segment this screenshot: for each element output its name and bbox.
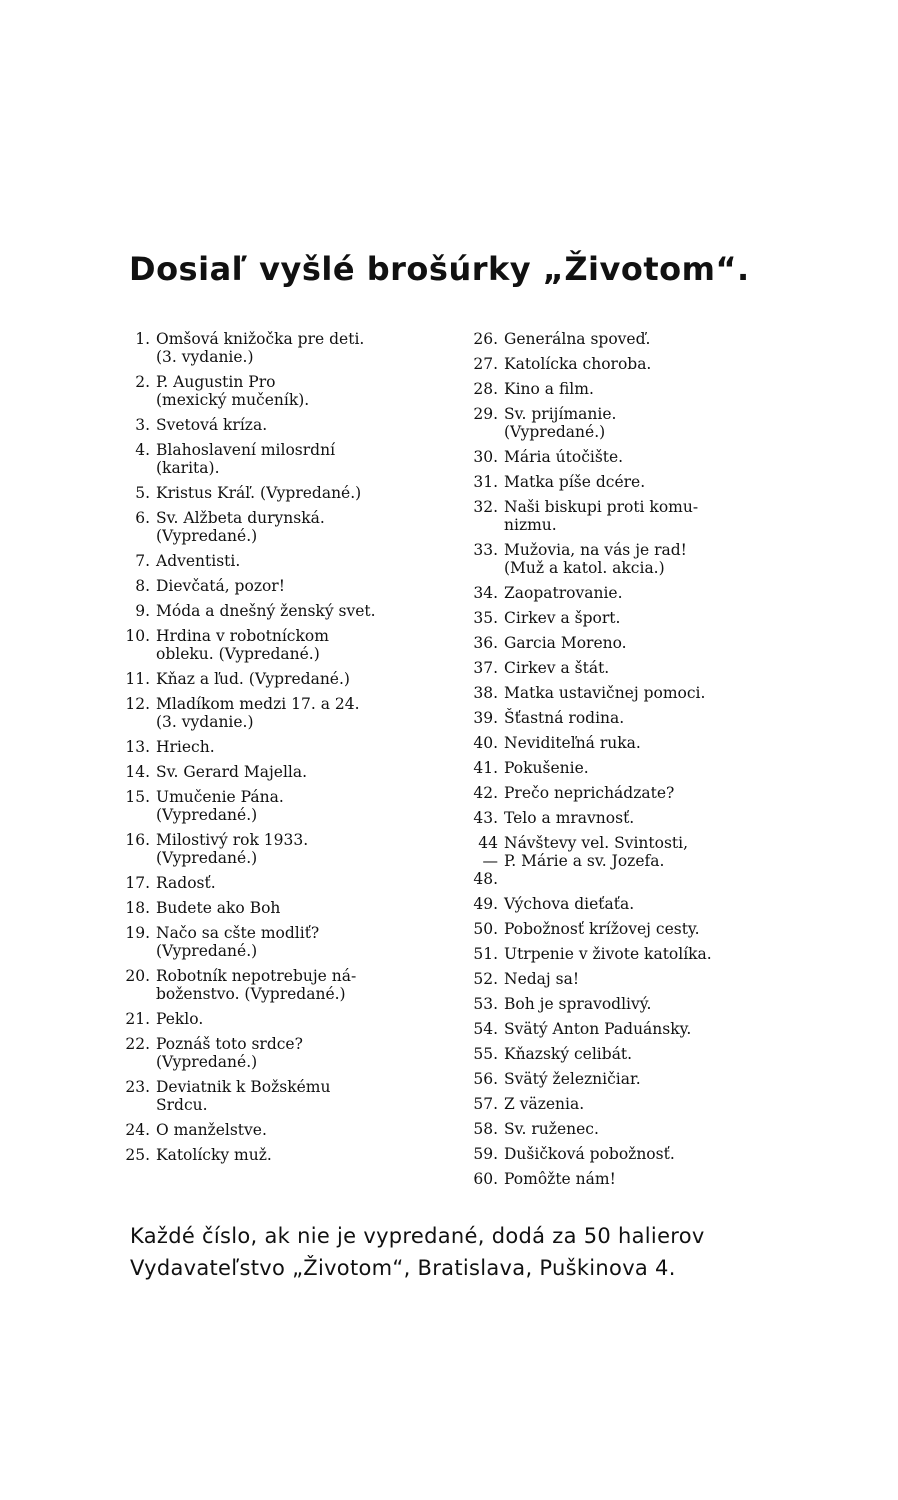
item-title bbox=[504, 473, 798, 491]
item-number: 18. bbox=[125, 899, 150, 917]
item-number: 39. bbox=[473, 709, 498, 727]
item-number: 41. bbox=[473, 759, 498, 777]
item-title-line: Kňazský celibát. bbox=[504, 1045, 633, 1063]
item-number: 40. bbox=[473, 734, 498, 752]
list-item bbox=[468, 809, 798, 827]
item-number: 17. bbox=[125, 874, 150, 892]
item-title bbox=[504, 1170, 798, 1188]
item-title-line: Sv. ruženec. bbox=[504, 1120, 599, 1138]
list-item bbox=[468, 920, 798, 938]
list-item bbox=[118, 577, 440, 595]
item-title-line: Prečo neprichádzate? bbox=[504, 784, 675, 802]
item-title bbox=[504, 448, 798, 466]
list-item bbox=[118, 1035, 440, 1071]
item-number: 13. bbox=[125, 738, 150, 756]
item-title-line: (Muž a katol. akcia.) bbox=[504, 559, 665, 577]
item-title bbox=[504, 1045, 798, 1063]
item-title-line: Matka píše dcére. bbox=[504, 473, 646, 491]
item-title-line: Nedaj sa! bbox=[504, 970, 580, 988]
item-title bbox=[504, 659, 798, 677]
list-item bbox=[468, 1045, 798, 1063]
item-number: 15. bbox=[125, 788, 150, 806]
item-title-line: (3. vydanie.) bbox=[156, 713, 254, 731]
list-item bbox=[118, 899, 440, 917]
item-number: 14. bbox=[125, 763, 150, 781]
list-item bbox=[118, 602, 440, 620]
item-number: 59. bbox=[473, 1145, 498, 1163]
item-number: 11. bbox=[125, 670, 150, 688]
item-number: 5. bbox=[135, 484, 150, 502]
list-item bbox=[468, 405, 798, 441]
item-title-line: Výchova dieťaťa. bbox=[504, 895, 635, 913]
item-title bbox=[504, 380, 798, 398]
item-number: 35. bbox=[473, 609, 498, 627]
item-number: 43. bbox=[473, 809, 498, 827]
item-title bbox=[156, 577, 440, 595]
item-number: 22. bbox=[125, 1035, 150, 1053]
item-title bbox=[156, 552, 440, 570]
item-number: 32. bbox=[473, 498, 498, 516]
item-title-line: Poznáš toto srdce? bbox=[156, 1035, 303, 1053]
item-number: 36. bbox=[473, 634, 498, 652]
item-title-line: Matka ustavičnej pomoci. bbox=[504, 684, 706, 702]
item-title-line: Deviatnik k Božskému bbox=[156, 1078, 331, 1096]
item-title-line: P. Márie a sv. Jozefa. bbox=[504, 852, 665, 870]
footer-line-2: Vydavateľstvo „Životom“, Bratislava, Puškinova 4. bbox=[130, 1256, 676, 1280]
item-title-line: Katolícky muž. bbox=[156, 1146, 272, 1164]
list-item bbox=[118, 967, 440, 1003]
item-title-line: Neviditeľná ruka. bbox=[504, 734, 641, 752]
item-title bbox=[156, 763, 440, 781]
list-item bbox=[468, 1145, 798, 1163]
item-title-line: obleku. (Vypredané.) bbox=[156, 645, 320, 663]
item-title-line: Boh je spravodlivý. bbox=[504, 995, 652, 1013]
item-number: 50. bbox=[473, 920, 498, 938]
item-title bbox=[156, 441, 440, 477]
item-number: 57. bbox=[473, 1095, 498, 1113]
item-title-line: Naši biskupi proti komu- bbox=[504, 498, 699, 516]
item-number: 53. bbox=[473, 995, 498, 1013]
item-title-line: Svetová kríza. bbox=[156, 416, 268, 434]
item-title bbox=[156, 874, 440, 892]
item-title bbox=[504, 330, 798, 348]
item-title-line: Sv. prijímanie. bbox=[504, 405, 617, 423]
item-title bbox=[156, 509, 440, 545]
item-title-line: (Vypredané.) bbox=[156, 527, 258, 545]
item-number: 7. bbox=[135, 552, 150, 570]
list-item bbox=[468, 584, 798, 602]
item-title-line: Peklo. bbox=[156, 1010, 204, 1028]
item-title bbox=[504, 734, 798, 752]
item-title bbox=[156, 373, 440, 409]
list-item bbox=[468, 330, 798, 348]
list-item bbox=[118, 552, 440, 570]
item-title bbox=[504, 970, 798, 988]
item-number: 10. bbox=[125, 627, 150, 645]
item-number: 55. bbox=[473, 1045, 498, 1063]
item-title-line: Šťastná rodina. bbox=[504, 709, 625, 727]
item-title bbox=[156, 416, 440, 434]
item-title-line: (karita). bbox=[156, 459, 220, 477]
item-title-line: (Vypredané.) bbox=[156, 849, 258, 867]
list-item bbox=[118, 373, 440, 409]
item-title bbox=[504, 1020, 798, 1038]
list-item bbox=[118, 509, 440, 545]
item-title bbox=[504, 709, 798, 727]
item-title-line: Milostivý rok 1933. bbox=[156, 831, 309, 849]
list-item bbox=[118, 1010, 440, 1028]
item-title-line: Z väzenia. bbox=[504, 1095, 585, 1113]
item-title-line: Telo a mravnosť. bbox=[504, 809, 635, 827]
item-number: 12. bbox=[125, 695, 150, 713]
item-title bbox=[156, 1035, 440, 1071]
item-title bbox=[504, 498, 798, 534]
item-title-line: Načo sa cšte modliť? bbox=[156, 924, 320, 942]
list-item bbox=[118, 330, 440, 366]
list-item bbox=[118, 738, 440, 756]
footer-line-1: Každé číslo, ak nie je vypredané, dodá za 50 halierov bbox=[130, 1224, 705, 1248]
item-number: 34. bbox=[473, 584, 498, 602]
item-title-line: Pomôžte nám! bbox=[504, 1170, 616, 1188]
item-title bbox=[156, 788, 440, 824]
item-number: 3. bbox=[135, 416, 150, 434]
list-item bbox=[118, 670, 440, 688]
list-item bbox=[118, 788, 440, 824]
item-number: 26. bbox=[473, 330, 498, 348]
list-item bbox=[118, 484, 440, 502]
item-title bbox=[504, 541, 798, 577]
item-title-line: (Vypredané.) bbox=[504, 423, 606, 441]
item-title bbox=[504, 609, 798, 627]
list-item bbox=[468, 734, 798, 752]
item-number: 24. bbox=[125, 1121, 150, 1139]
item-title-line: Mária útočište. bbox=[504, 448, 624, 466]
list-item bbox=[118, 874, 440, 892]
item-title bbox=[504, 1095, 798, 1113]
list-item bbox=[118, 1078, 440, 1114]
item-title bbox=[156, 1121, 440, 1139]
item-number: 6. bbox=[135, 509, 150, 527]
list-item bbox=[118, 627, 440, 663]
list-item bbox=[468, 834, 798, 888]
item-title bbox=[504, 1070, 798, 1088]
item-title-line: Kino a film. bbox=[504, 380, 594, 398]
item-title bbox=[504, 945, 798, 963]
item-title bbox=[156, 627, 440, 663]
item-title-line: Pobožnosť krížovej cesty. bbox=[504, 920, 700, 938]
page-title: Dosiaľ vyšlé brošúrky „Životom“. bbox=[129, 250, 750, 288]
item-title bbox=[504, 784, 798, 802]
item-title bbox=[504, 684, 798, 702]
item-title-line: (3. vydanie.) bbox=[156, 348, 254, 366]
item-number: 44—48. bbox=[473, 834, 498, 888]
item-title-line: (Vypredané.) bbox=[156, 806, 258, 824]
item-title-line: Mladíkom medzi 17. a 24. bbox=[156, 695, 360, 713]
item-title-line: Radosť. bbox=[156, 874, 216, 892]
item-title bbox=[156, 602, 440, 620]
list-item bbox=[468, 541, 798, 577]
item-title-line: Omšová knižočka pre deti. bbox=[156, 330, 365, 348]
list-item bbox=[468, 1020, 798, 1038]
list-item bbox=[118, 1121, 440, 1139]
item-number: 21. bbox=[125, 1010, 150, 1028]
brochure-list-right bbox=[468, 330, 798, 1195]
item-title-line: Katolícka choroba. bbox=[504, 355, 652, 373]
list-item bbox=[118, 695, 440, 731]
item-number: 2. bbox=[135, 373, 150, 391]
item-title-line: Návštevy vel. Svintosti, bbox=[504, 834, 689, 852]
item-title-line: (Vypredané.) bbox=[156, 942, 258, 960]
item-number: 51. bbox=[473, 945, 498, 963]
item-title bbox=[156, 670, 440, 688]
list-item bbox=[468, 995, 798, 1013]
brochure-list-left bbox=[118, 330, 440, 1171]
item-number: 4. bbox=[135, 441, 150, 459]
item-number: 52. bbox=[473, 970, 498, 988]
item-title-line: Sv. Gerard Majella. bbox=[156, 763, 308, 781]
item-title bbox=[504, 634, 798, 652]
item-number: 28. bbox=[473, 380, 498, 398]
list-item bbox=[468, 945, 798, 963]
item-title-line: Dievčatá, pozor! bbox=[156, 577, 285, 595]
list-item bbox=[118, 763, 440, 781]
item-title-line: Kristus Kráľ. (Vypredané.) bbox=[156, 484, 362, 502]
list-item bbox=[468, 759, 798, 777]
list-item bbox=[468, 355, 798, 373]
item-title-line: Mužovia, na vás je rad! bbox=[504, 541, 687, 559]
item-title-line: Cirkev a štát. bbox=[504, 659, 610, 677]
item-title-line: Blahoslavení milosrdní bbox=[156, 441, 336, 459]
item-title-line: Svätý železničiar. bbox=[504, 1070, 641, 1088]
list-item bbox=[468, 659, 798, 677]
item-number: 1. bbox=[135, 330, 150, 348]
list-item bbox=[468, 380, 798, 398]
item-number: 16. bbox=[125, 831, 150, 849]
list-item bbox=[468, 1070, 798, 1088]
item-number: 58. bbox=[473, 1120, 498, 1138]
item-title bbox=[504, 809, 798, 827]
item-title-line: Robotník nepotrebuje ná- bbox=[156, 967, 357, 985]
item-title bbox=[156, 831, 440, 867]
item-number: 25. bbox=[125, 1146, 150, 1164]
item-title bbox=[504, 834, 798, 870]
item-number: 56. bbox=[473, 1070, 498, 1088]
item-title-line: Umučenie Pána. bbox=[156, 788, 284, 806]
item-number: 33. bbox=[473, 541, 498, 559]
list-item bbox=[118, 416, 440, 434]
list-item bbox=[468, 473, 798, 491]
item-title-line: Garcia Moreno. bbox=[504, 634, 627, 652]
item-number: 23. bbox=[125, 1078, 150, 1096]
list-item bbox=[468, 895, 798, 913]
item-title bbox=[504, 1120, 798, 1138]
item-title-line: Hrdina v robotníckom bbox=[156, 627, 329, 645]
list-item bbox=[468, 970, 798, 988]
item-title bbox=[156, 1010, 440, 1028]
list-item bbox=[468, 498, 798, 534]
item-title-line: Dušičková pobožnosť. bbox=[504, 1145, 675, 1163]
item-title-line: Utrpenie v živote katolíka. bbox=[504, 945, 712, 963]
item-number: 20. bbox=[125, 967, 150, 985]
item-number: 30. bbox=[473, 448, 498, 466]
item-title-line: Srdcu. bbox=[156, 1096, 208, 1114]
list-item bbox=[468, 448, 798, 466]
item-title bbox=[156, 484, 440, 502]
list-item bbox=[468, 1120, 798, 1138]
item-title-line: Svätý Anton Paduánsky. bbox=[504, 1020, 692, 1038]
list-item bbox=[468, 784, 798, 802]
item-number: 8. bbox=[135, 577, 150, 595]
item-title bbox=[156, 1146, 440, 1164]
item-title-line: Móda a dnešný ženský svet. bbox=[156, 602, 376, 620]
item-title bbox=[504, 995, 798, 1013]
item-title bbox=[156, 695, 440, 731]
item-number: 60. bbox=[473, 1170, 498, 1188]
item-number: 9. bbox=[135, 602, 150, 620]
list-item bbox=[468, 684, 798, 702]
item-title-line: Hriech. bbox=[156, 738, 215, 756]
list-item bbox=[468, 1095, 798, 1113]
item-title-line: P. Augustin Pro bbox=[156, 373, 276, 391]
item-number: 37. bbox=[473, 659, 498, 677]
list-item bbox=[118, 831, 440, 867]
item-title-line: Adventisti. bbox=[156, 552, 241, 570]
item-title bbox=[156, 924, 440, 960]
footer-note bbox=[130, 1220, 705, 1284]
item-title-line: nizmu. bbox=[504, 516, 557, 534]
item-title-line: Generálna spoveď. bbox=[504, 330, 651, 348]
item-number: 49. bbox=[473, 895, 498, 913]
item-number: 29. bbox=[473, 405, 498, 423]
item-title-line: Sv. Alžbeta durynská. bbox=[156, 509, 325, 527]
item-number: 38. bbox=[473, 684, 498, 702]
item-title bbox=[156, 899, 440, 917]
item-title bbox=[504, 920, 798, 938]
item-title bbox=[504, 759, 798, 777]
item-title-line: (Vypredané.) bbox=[156, 1053, 258, 1071]
item-title-line: Budete ako Boh bbox=[156, 899, 281, 917]
list-item bbox=[468, 1170, 798, 1188]
list-item bbox=[118, 924, 440, 960]
item-title-line: Zaopatrovanie. bbox=[504, 584, 623, 602]
list-item bbox=[118, 1146, 440, 1164]
list-item bbox=[468, 609, 798, 627]
item-title bbox=[504, 895, 798, 913]
item-number: 31. bbox=[473, 473, 498, 491]
item-title-line: (mexický mučeník). bbox=[156, 391, 310, 409]
item-title bbox=[504, 405, 798, 441]
item-title-line: O manželstve. bbox=[156, 1121, 267, 1139]
item-title bbox=[156, 967, 440, 1003]
item-number: 27. bbox=[473, 355, 498, 373]
item-number: 42. bbox=[473, 784, 498, 802]
item-title bbox=[156, 1078, 440, 1114]
item-title bbox=[156, 330, 440, 366]
item-title-line: Kňaz a ľud. (Vypredané.) bbox=[156, 670, 350, 688]
list-item bbox=[118, 441, 440, 477]
item-number: 54. bbox=[473, 1020, 498, 1038]
item-title-line: Pokušenie. bbox=[504, 759, 589, 777]
item-title bbox=[504, 1145, 798, 1163]
item-number: 19. bbox=[125, 924, 150, 942]
list-item bbox=[468, 634, 798, 652]
item-title bbox=[504, 584, 798, 602]
item-title bbox=[156, 738, 440, 756]
item-title-line: Cirkev a šport. bbox=[504, 609, 621, 627]
list-item bbox=[468, 709, 798, 727]
item-title bbox=[504, 355, 798, 373]
item-title-line: boženstvo. (Vypredané.) bbox=[156, 985, 346, 1003]
